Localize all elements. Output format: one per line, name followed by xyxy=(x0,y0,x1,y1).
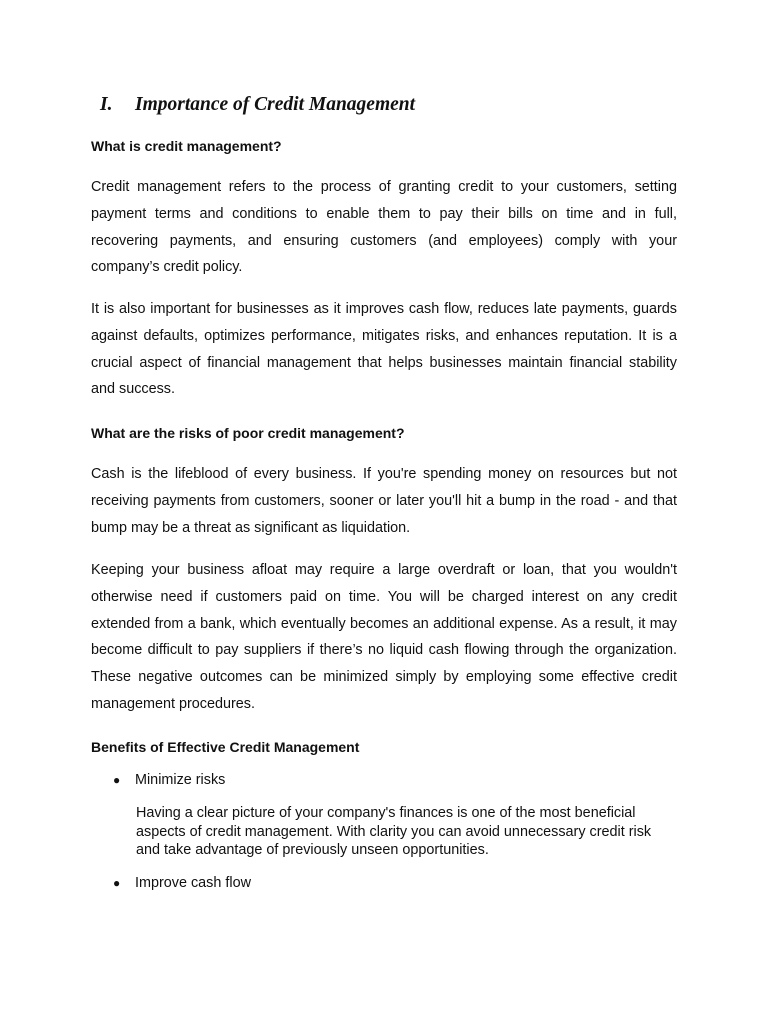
section-title: Importance of Credit Management xyxy=(135,94,416,115)
question-heading-what-is: What is credit management? xyxy=(91,138,282,154)
benefits-heading: Benefits of Effective Credit Management xyxy=(91,739,360,755)
paragraph-importance: It is also important for businesses as it improves cash flow, reduces late payments, guards against defaults, optimizes performance, mitigates risks, and enhances reputation. It is a crucial aspect of financial management that helps businesses maintain financial stability and success. xyxy=(91,301,677,398)
section-heading xyxy=(100,93,415,117)
list-item-minimize-risks xyxy=(113,770,225,790)
bullet-icon: ● xyxy=(113,876,121,890)
question-heading-risks: What are the risks of poor credit management? xyxy=(91,425,405,441)
list-item-description: Having a clear picture of your company's finances is one of the most beneficial aspects of credit management. With clarity you can avoid unnecessary credit risk and take advantage of previously unseen opportunities. xyxy=(136,805,652,858)
paragraph-overdraft: Keeping your business afloat may require a large overdraft or loan, that you wouldn't otherwise need if customers paid on time. You will be charged interest on any credit extended from a bank, which eventually becomes an additional expense. As a result, it may become difficult to pay suppliers if there’s no liquid cash flowing through the organization. These negative outcomes can be minimized simply by employing some effective credit management procedures. xyxy=(91,562,677,712)
list-item-label: Improve cash flow xyxy=(135,875,251,891)
section-number: I. xyxy=(100,94,113,115)
paragraph-cash-lifeblood: Cash is the lifeblood of every business. If you're spending money on resources but not receiving payments from customers, sooner or later you'll hit a bump in the road - and that bump may be a threat as significant as liquidation. xyxy=(91,466,677,536)
list-item-label: Minimize risks xyxy=(135,772,226,788)
bullet-icon: ● xyxy=(113,773,121,787)
paragraph-definition: Credit management refers to the process of granting credit to your customers, setting payment terms and conditions to enable them to pay their bills on time and in full, recovering payments, and ensuring customers (and employees) comply with your company’s credit policy. xyxy=(91,179,677,276)
list-item-improve-cash-flow xyxy=(113,873,251,893)
